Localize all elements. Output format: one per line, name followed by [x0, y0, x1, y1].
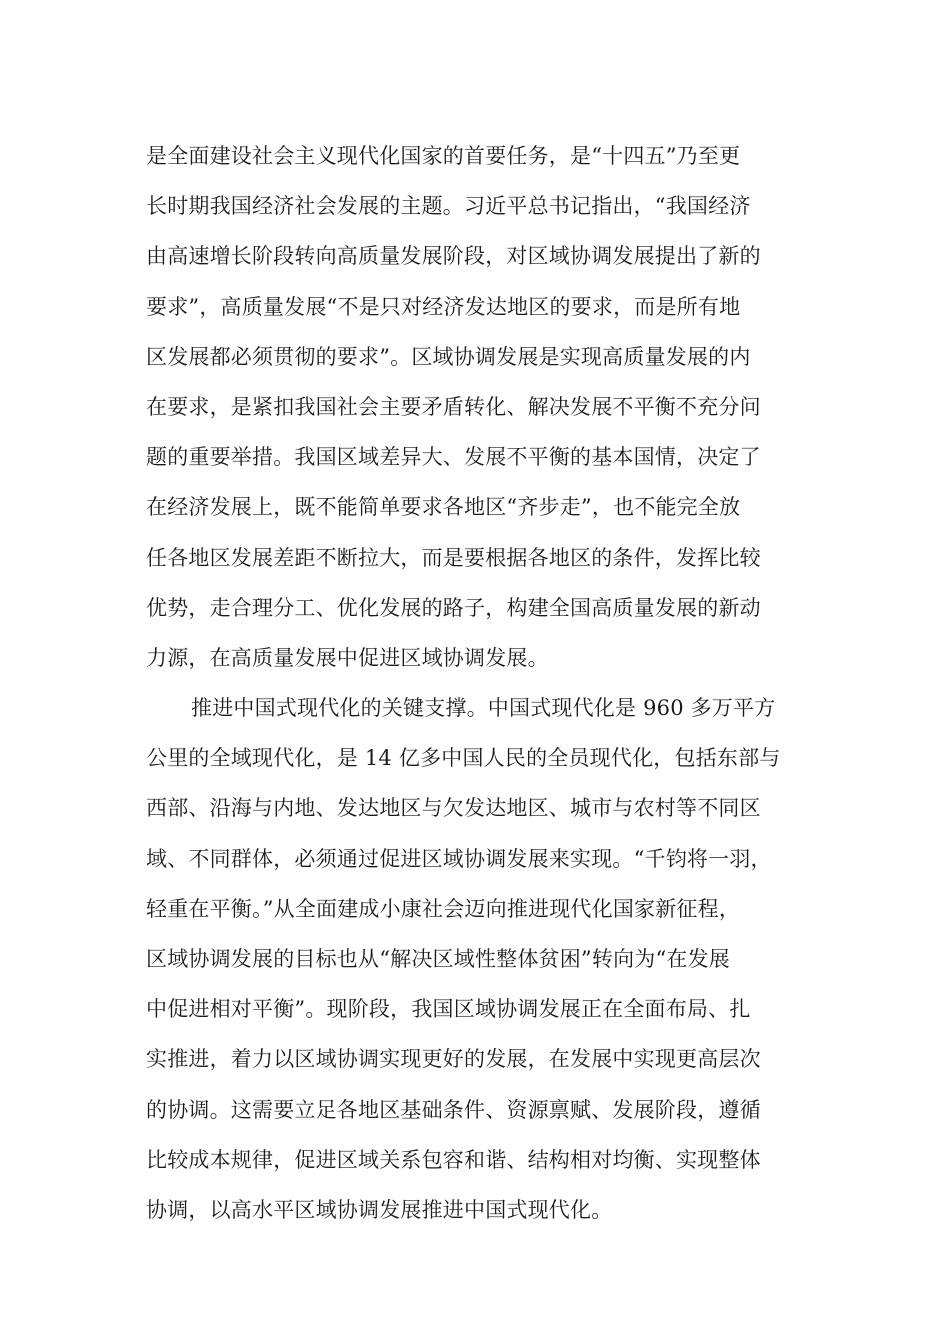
text-line: 优势，走合理分工、优化发展的路子，构建全国高质量发展的新动 — [146, 595, 761, 620]
text-line: 任各地区发展差距不断拉大，而是要根据各地区的条件，发挥比较 — [146, 545, 761, 570]
text-line: 要求”，高质量发展“不是只对经济发达地区的要求，而是所有地 — [146, 294, 741, 319]
text-line: 区域协调发展的目标也从“解决区域性整体贫困”转向为“在发展 — [146, 947, 731, 971]
text-line: 在要求，是紧扣我国社会主要矛盾转化、解决发展不平衡不充分问 — [146, 394, 761, 419]
text-line: 实推进，着力以区域协调实现更好的发展，在发展中实现更高层次 — [146, 1047, 761, 1072]
text-line: 长时期我国经济社会发展的主题。习近平总书记指出，“我国经济 — [146, 194, 751, 219]
text-line: 推进中国式现代化的关键支撑。中国式现代化是 960 多万平方 — [191, 696, 776, 721]
document-body — [146, 131, 826, 1235]
text-line: 西部、沿海与内地、发达地区与欠发达地区、城市与农村等不同区 — [146, 796, 761, 821]
text-line: 区发展都必须贯彻的要求”。区域协调发展是实现高质量发展的内 — [146, 344, 751, 369]
text-line: 域、不同群体，必须通过促进区域协调发展来实现。“千钧将一羽， — [146, 846, 772, 871]
text-line: 轻重在平衡。”从全面建成小康社会迈向推进现代化国家新征程， — [146, 896, 741, 921]
text-line: 中促进相对平衡”。现阶段，我国区域协调发展正在全面布局、扎 — [146, 997, 751, 1022]
paragraph-key-support — [146, 683, 826, 1235]
text-line: 是全面建设社会主义现代化国家的首要任务，是“十四五”乃至更 — [146, 144, 741, 168]
text-line: 比较成本规律，促进区域关系包容和谐、结构相对均衡、实现整体 — [146, 1147, 761, 1172]
text-line: 力源，在高质量发展中促进区域协调发展。 — [146, 645, 549, 670]
text-line: 由高速增长阶段转向高质量发展阶段，对区域协调发展提出了新的 — [146, 244, 761, 269]
text-line: 在经济发展上，既不能简单要求各地区“齐步走”，也不能完全放 — [146, 495, 741, 520]
paragraph-continuation — [146, 131, 826, 683]
text-line: 的协调。这需要立足各地区基础条件、资源禀赋、发展阶段，遵循 — [146, 1097, 761, 1122]
text-line: 协调，以高水平区域协调发展推进中国式现代化。 — [146, 1197, 613, 1222]
text-line: 公里的全域现代化，是 14 亿多中国人民的全员现代化，包括东部与 — [146, 746, 781, 771]
text-line: 题的重要举措。我国区域差异大、发展不平衡的基本国情，决定了 — [146, 445, 761, 470]
